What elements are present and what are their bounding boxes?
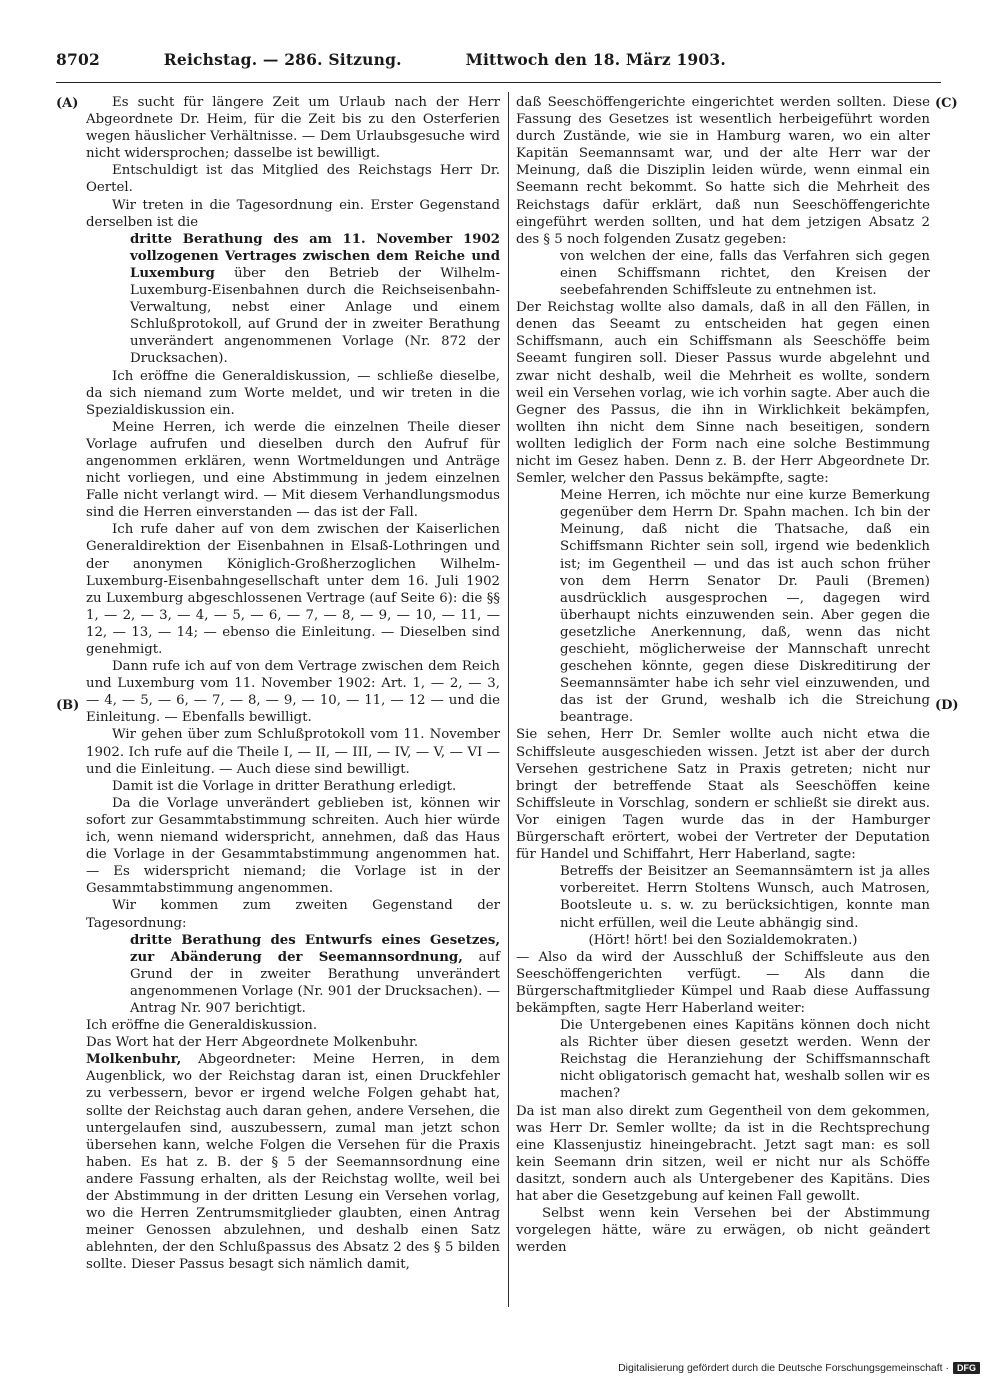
margin-marker-a: (A): [56, 96, 79, 111]
quotation: Betreffs der Beisitzer an Seemannsämtern ist ja alles vorbereitet. Herrn Stoltens Wunsch, auch Matrosen, Bootsleute u. s. w. zu berücksichtigen, konnte man nicht erfüllen, weil die Leute abhängig sind.: [560, 864, 930, 931]
agenda-item-text: auf Grund der in zweiter Berathung unverändert angenommenen Vorlage (Nr. 901 der Drucksachen). — Antrag Nr. 907 berichtigt.: [130, 949, 500, 1016]
paragraph: Entschuldigt ist das Mitglied des Reichstags Herr Dr. Oertel.: [86, 163, 500, 196]
speech: [86, 1051, 500, 1273]
page-header: [56, 50, 726, 76]
interjection: (Hört! hört! bei den Sozialdemokraten.): [588, 932, 858, 948]
paragraph: Der Reichstag wollte also damals, daß in all den Fällen, in denen das Seeamt zu entscheiden hat gegen einen Schiffsmann, auch ein Schiffsmann als Seeschöffe beim Seeamt fungiren soll. Dieser Passus wurde abgelehnt und zwar nicht deshalb, weil die Mehrheit es wollte, sondern weil ein Versehen vorlag, wie ich vorhin sagte. Aber auch die Gegner des Passus, die ihn in Wirklichkeit bekämpfen, wollten ihn nicht dem Sinne nach beseitigen, sondern wollten lediglich der Form nach eine solche Bestimmung nicht im Gesez haben. Denn z. B. der Herr Abgeordnete Dr. Semler, welcher den Passus bekämpfte, sagte:: [516, 300, 930, 487]
paragraph: Meine Herren, ich werde die einzelnen Theile dieser Vorlage aufrufen und dieselben durch den Aufruf für angenommen erklären, wenn Wortmeldungen und Anträge nicht vorliegen, und eine Abstimmung in jedem einzelnen Falle nicht verlangt wird. — Mit diesem Verhandlungsmodus sind die Herren einverstanden — das ist der Fall.: [86, 419, 500, 521]
paragraph: Wir kommen zum zweiten Gegenstand der Tagesordnung:: [86, 898, 500, 931]
paragraph: Wir gehen über zum Schlußprotokoll vom 11. November 1902. Ich rufe auf die Theile I, — II, — III, — IV, — V, — VI — und die Einleitung. — Auch diese sind bewilligt.: [86, 727, 500, 777]
agenda-item-1: [130, 231, 500, 368]
right-column: [516, 94, 930, 1256]
paragraph: — Also da wird der Ausschluß der Schiffsleute aus den Seeschöffengerichten verfügt. — Als dann die Bürgerschaftmitglieder Kümpel und Raab diese Auffassung bekämpften, sagte Herr Haberland weiter:: [516, 949, 930, 1016]
paragraph: Das Wort hat der Herr Abgeordnete Molkenbuhr.: [86, 1035, 419, 1051]
agenda-item-title: dritte Berathung des Entwurfs eines Gesetzes, zur Abänderung der Seemannsordnung,: [130, 932, 500, 965]
quotation: von welchen der eine, falls das Verfahren sich gegen einen Schiffsmann richtet, den Kreisen der seebefahrenden Schiffsleute zu entnehmen ist.: [560, 248, 930, 299]
paragraph: Es sucht für längere Zeit um Urlaub nach der Herr Abgeordnete Dr. Heim, für die Zeit bis zu den Osterferien wegen häuslicher Verhältnisse. — Dem Urlaubsgesuche wird nicht widersprochen; dasselbe ist bewilligt.: [86, 95, 500, 162]
header-rule: [56, 82, 941, 83]
paragraph: daß Seeschöffengerichte eingerichtet werden sollten. Diese Fassung des Gesetzes ist wesentlich herbeigeführt worden durch Zustände, wie sie in Hamburg waren, wo ein alter Kapitän Seemannsamt war, und der alte Herr war der Meinung, daß die Disziplin leiden würde, wenn einmal ein Seemann recht bekommt. So hatte sich die Mehrheit des Reichstags dafür erklärt, daß nun Seeschöffengerichte eingeführt werden sollten, und hat dem jetzigen Absatz 2 des § 5 noch folgenden Zusatz gegeben:: [516, 95, 930, 247]
paragraph: Sie sehen, Herr Dr. Semler wollte auch nicht etwa die Schiffsleute ausgeschieden wissen. Jetzt ist aber der durch Versehen gestrichene Satz in Praxis getreten; nicht nur bringt der betreffende Staat als Seeschöffen keine Schiffsleute in Vorschlag, sondern er schließt sie direkt aus. Vor einigen Tagen wurde das in der Hamburger Bürgerschaft erörtert, wobei der Vertreter der Deputation für Handel und Schiffahrt, Herr Haberland, sagte:: [516, 727, 930, 863]
paragraph: Ich rufe daher auf von dem zwischen der Kaiserlichen Generaldirektion der Eisenbahnen in Elsaß-Lothringen und der anonymen Königlich-Großherzoglichen Wilhelm-Luxemburg-Eisenbahngesellschaft unter dem 16. Juli 1902 zu Luxemburg abgeschlossenen Vertrage (auf Seite 6): die §§ 1, — 2, — 3, — 4, — 5, — 6, — 7, — 8, — 9, — 10, — 11, — 12, — 13, — 14; — ebenso die Einleitung. — Dieselben sind genehmigt.: [86, 522, 500, 657]
paragraph: Selbst wenn kein Versehen bei der Abstimmung vorgelegen hätte, wäre zu erwägen, ob nicht geändert werden: [516, 1206, 930, 1256]
speaker-name: Molkenbuhr,: [86, 1052, 182, 1068]
session-date: Mittwoch den 18. März 1903.: [465, 50, 726, 69]
margin-marker-b: (B): [56, 698, 80, 713]
dfg-logo-icon: DFG: [953, 1362, 980, 1374]
digitization-credit: [618, 1362, 980, 1374]
speech-text: Abgeordneter: Meine Herren, in dem Augenblick, wo der Reichstag daran ist, einen Druckfehler zu verbessern, bevor er irgend welche Folgen gehabt hat, sollte der Reichstag auch daran gehen, andere Versehen, die untergelaufen sind, auszubessern, zumal man jetzt schon übersehen kann, welche Folgen die Versehen für die Praxis haben. Es hat z. B. der § 5 der Seemannsordnung eine andere Fassung erhalten, als der Reichstag wollte, weil bei der Abstimmung in der dritten Lesung ein Versehen vorlag, wo die Herren Zentrumsmitglieder glaubten, einen Antrag meiner Genossen abzulehnen, und deshalb einen Satz ablehnten, der den Schlußpassus des Absatz 2 des § 5 bilden sollte. Dieser Passus besagt sich nämlich damit,: [86, 1052, 500, 1273]
paragraph: Ich eröffne die Generaldiskussion.: [86, 1018, 318, 1034]
session-title: Reichstag. — 286. Sitzung.: [163, 50, 402, 69]
page-number: 8702: [56, 50, 100, 69]
margin-marker-c: (C): [935, 96, 958, 111]
agenda-item-text: über den Betrieb der Wilhelm-Luxemburg-Eisenbahnen durch die Reichseisenbahn-Verwaltung, nebst einer Anlage und einem Schlußprotokoll, auf Grund der in zweiter Berathung unverändert angenommenen Vorlage (Nr. 872 der Drucksachen).: [130, 265, 500, 367]
paragraph: Da die Vorlage unverändert geblieben ist, können wir sofort zur Gesammtabstimmung schreiten. Auch hier würde ich, wenn niemand widerspricht, annehmen, daß das Haus die Vorlage in der Gesammtabstimmung angenommen hat. — Es widerspricht niemand; die Vorlage ist in der Gesammtabstimmung angenommen.: [86, 795, 500, 897]
margin-marker-d: (D): [935, 698, 959, 713]
agenda-item-title: dritte Berathung des am 11. November 1902 vollzogenen Vertrages zwischen dem Reiche und Luxemburg: [130, 231, 500, 281]
credit-text: Digitalisierung gefördert durch die Deutsche Forschungsgemeinschaft ·: [618, 1362, 949, 1374]
paragraph: Ich eröffne die Generaldiskussion, — schließe dieselbe, da sich niemand zum Worte meldet, und wir treten in die Spezialdiskussion ein.: [86, 368, 500, 418]
left-column: [86, 94, 500, 1273]
paragraph: Dann rufe ich auf von dem Vertrage zwischen dem Reich und Luxemburg vom 11. November 1902: Art. 1, — 2, — 3, — 4, — 5, — 6, — 7, — 8, — 9, — 10, — 11, — 12 — und die Einleitung. — Ebenfalls bewilligt.: [86, 659, 500, 726]
paragraph: Wir treten in die Tagesordnung ein. Erster Gegenstand derselben ist die: [86, 197, 500, 230]
agenda-item-2: [130, 932, 500, 1017]
quotation: Die Untergebenen eines Kapitäns können doch nicht als Richter über diesen gesetzt werden. Wenn der Reichstag die Heranziehung der Schiffsmannschaft nicht obligatorisch gemacht hat, weshalb sollen wir es machen?: [560, 1018, 930, 1102]
paragraph: Damit ist die Vorlage in dritter Berathung erledigt.: [112, 778, 457, 794]
paragraph: Da ist man also direkt zum Gegentheil von dem gekommen, was Herr Dr. Semler wollte; da ist in die Rechtsprechung eine Klassenjustiz hineingebracht. Jetzt sagt man: es soll kein Seemann drin sitzen, weil er nicht nur als Schöffe dasitzt, sondern auch als Untergebener des Kapitäns. Dies hat aber die Gesetzgebung auf keinen Fall gewollt.: [516, 1103, 930, 1204]
column-divider: [508, 92, 509, 1307]
quotation: Meine Herren, ich möchte nur eine kurze Bemerkung gegenüber dem Herrn Dr. Spahn machen. Ich bin der Meinung, daß nicht die Thatsache, daß ein Schiffsmann Richter sein soll, irgend wie bedenklich ist; im Gegentheil — und das ist auch schon früher von dem Herrn Senator Dr. Pauli (Bremen) ausdrücklich ausgesprochen —, dagegen wird überhaupt nichts einzuwenden sein. Aber gegen die gesetzliche Anerkennung, daß, wenn das nicht geschieht, möglicherweise der Mannschaft unrecht geschehen könnte, gegen diese Diskreditirung der Seemannsämter habe ich sehr viel einzuwenden, und das ist der Grund, weshalb ich die Streichung beantrage.: [560, 488, 930, 726]
